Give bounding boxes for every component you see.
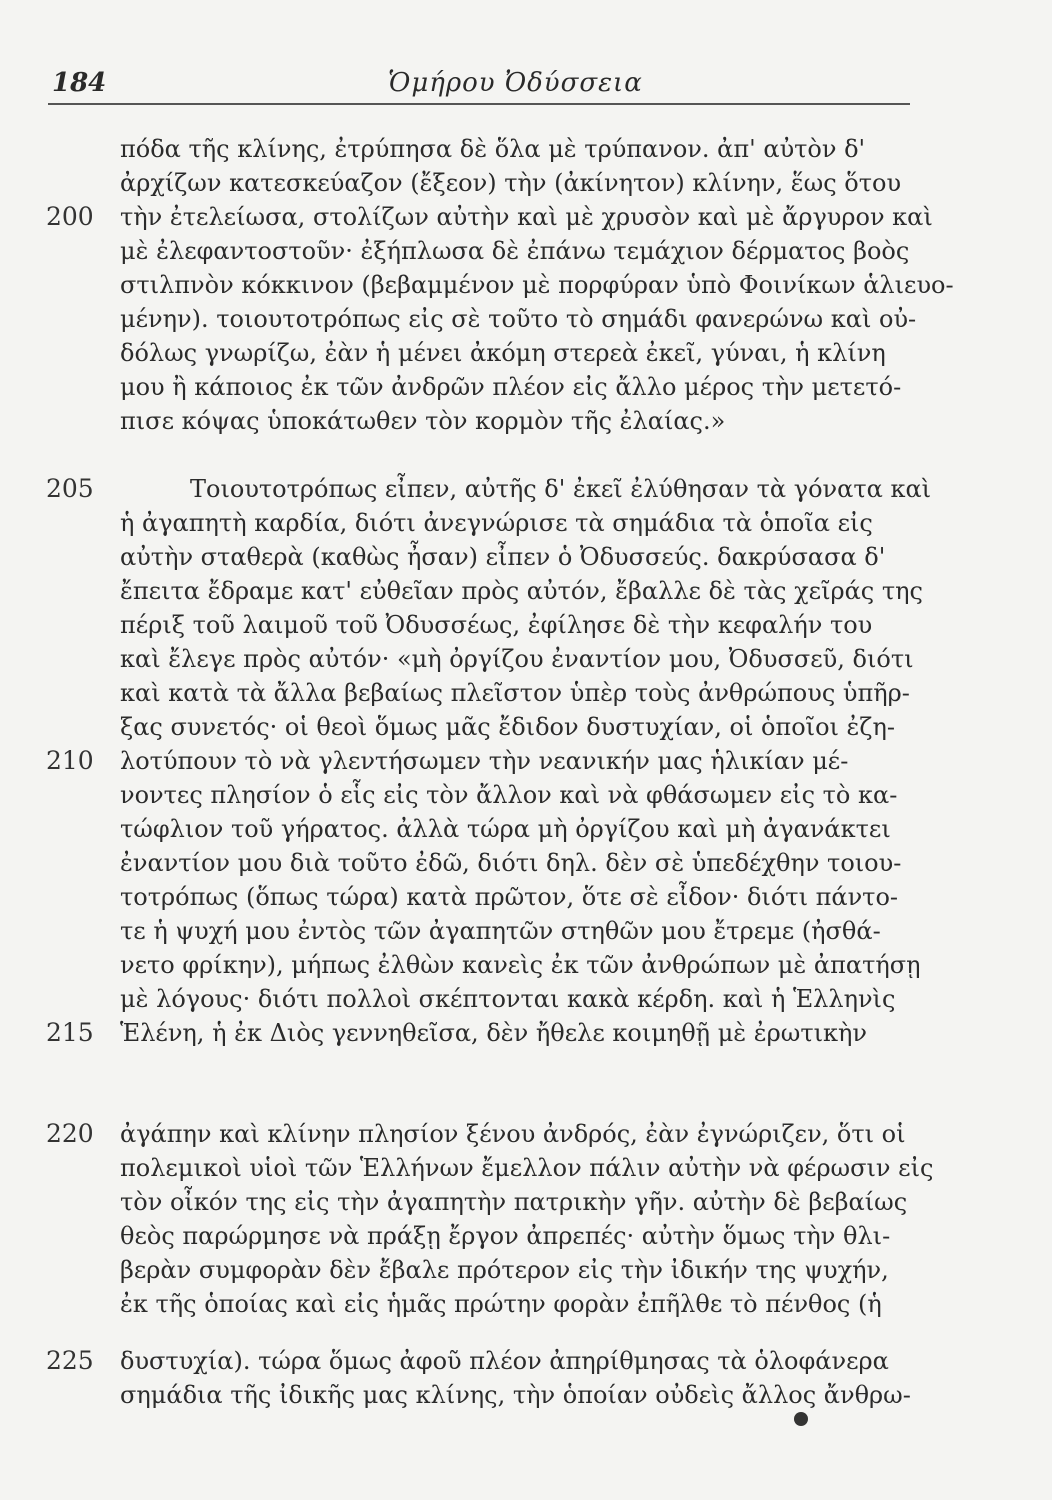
header-rule — [48, 103, 910, 105]
text-line: Τοιουτοτρόπως εἶπεν, αὐτῆς δ' ἐκεῖ ἐλύθησαν τὰ γόνατα καὶ — [190, 475, 932, 503]
text-line: στιλπνὸν κόκκινον (βεβαμμένον μὲ πορφύραν ὑπὸ Φοινίκων ἁλιευο- — [120, 271, 954, 299]
text-line: νοντες πλησίον ὁ εἷς εἰς τὸν ἄλλον καὶ νὰ φθάσωμεν εἰς τὸ κα- — [120, 781, 898, 809]
ink-dot — [794, 1412, 808, 1426]
text-line: λοτύπουν τὸ νὰ γλεντήσωμεν τὴν νεανικήν μας ἡλικίαν μέ- — [120, 747, 849, 775]
text-line: τε ἡ ψυχή μου ἐντὸς τῶν ἀγαπητῶν στηθῶν μου ἔτρεμε (ἠσθά- — [120, 917, 881, 945]
text-line: μου ἢ κάποιος ἐκ τῶν ἀνδρῶν πλέον εἰς ἄλλο μέρος τὴν μετετό- — [120, 373, 902, 401]
running-title: Ὁμήρου Ὀδύσσεια — [388, 68, 643, 98]
line-number-200: 200 — [46, 202, 94, 231]
page-number: 184 — [52, 68, 107, 98]
text-line: ἐναντίον μου διὰ τοῦτο ἐδῶ, διότι δηλ. δὲν σὲ ὑπεδέχθην τοιου- — [120, 849, 902, 877]
text-line: αὐτὴν σταθερὰ (καθὼς ἦσαν) εἶπεν ὁ Ὀδυσσεύς. δακρύσασα δ' — [120, 543, 886, 571]
text-line: πισε κόψας ὑποκάτωθεν τὸν κορμὸν τῆς ἐλαίας.» — [120, 407, 726, 435]
text-line: θεὸς παρώρμησε νὰ πράξῃ ἔργον ἀπρεπές· αὐτὴν ὅμως τὴν θλι- — [120, 1222, 891, 1250]
text-line: τοτρόπως (ὅπως τώρα) κατὰ πρῶτον, ὅτε σὲ εἶδον· διότι πάντο- — [120, 883, 899, 911]
text-line: μὲ λόγους· διότι πολλοὶ σκέπτονται κακὰ κέρδη. καὶ ἡ Ἑλληνὶς — [120, 985, 896, 1013]
text-line: καὶ ἔλεγε πρὸς αὐτόν· «μὴ ὀργίζου ἐναντίον μου, Ὀδυσσεῦ, διότι — [120, 645, 914, 673]
text-line: ξας συνετός· οἱ θεοὶ ὅμως μᾶς ἔδιδον δυστυχίαν, οἱ ὁποῖοι ἐζη- — [120, 713, 895, 741]
text-line: δυστυχία). τώρα ὅμως ἀφοῦ πλέον ἀπηρίθμησας τὰ ὁλοφάνερα — [120, 1347, 889, 1375]
text-line: τὴν ἐτελείωσα, στολίζων αὐτὴν καὶ μὲ χρυσὸν καὶ μὲ ἄργυρον καὶ — [120, 203, 933, 231]
text-line: μένην). τοιουτοτρόπως εἰς σὲ τοῦτο τὸ σημάδι φανερώνω καὶ οὐ- — [120, 305, 917, 333]
line-number-225: 225 — [46, 1346, 94, 1375]
text-line: δόλως γνωρίζω, ἐὰν ἡ μένει ἀκόμη στερεὰ ἐκεῖ, γύναι, ἡ κλίνη — [120, 339, 886, 367]
text-line: Ἑλένη, ἡ ἐκ Διὸς γεννηθεῖσα, δὲν ἤθελε κοιμηθῇ μὲ ἐρωτικὴν — [120, 1019, 868, 1047]
text-line: σημάδια τῆς ἰδικῆς μας κλίνης, τὴν ὁποίαν οὐδεὶς ἄλλος ἄνθρω- — [120, 1381, 911, 1409]
text-line: ἔπειτα ἔδραμε κατ' εὐθεῖαν πρὸς αὐτόν, ἔβαλλε δὲ τὰς χεῖράς της — [120, 577, 923, 605]
text-line: βερὰν συμφορὰν δὲν ἔβαλε πρότερον εἰς τὴν ἰδικήν της ψυχήν, — [120, 1256, 889, 1284]
text-line: καὶ κατὰ τὰ ἄλλα βεβαίως πλεῖστον ὑπὲρ τοὺς ἀνθρώπους ὑπῆρ- — [120, 679, 910, 707]
text-line: νετο φρίκην), μήπως ἐλθὼν κανεὶς ἐκ τῶν ἀνθρώπων μὲ ἀπατήσῃ — [120, 951, 921, 979]
text-line: ἡ ἀγαπητὴ καρδία, διότι ἀνεγνώρισε τὰ σημάδια τὰ ὁποῖα εἰς — [120, 509, 873, 537]
text-line: πέριξ τοῦ λαιμοῦ τοῦ Ὀδυσσέως, ἐφίλησε δὲ τὴν κεφαλήν του — [120, 611, 873, 639]
line-number-215: 215 — [46, 1018, 94, 1047]
text-line: ἀρχίζων κατεσκεύαζον (ἔξεον) τὴν (ἀκίνητον) κλίνην, ἕως ὅτου — [120, 169, 902, 197]
text-line: τὸν οἶκόν της εἰς τὴν ἀγαπητὴν πατρικὴν γῆν. αὐτὴν δὲ βεβαίως — [120, 1188, 908, 1216]
page-header — [48, 68, 908, 108]
line-number-220: 220 — [46, 1119, 94, 1148]
text-line: πολεμικοὶ υἱοὶ τῶν Ἑλλήνων ἔμελλον πάλιν αὐτὴν νὰ φέρωσιν εἰς — [120, 1154, 934, 1182]
text-line: ἀγάπην καὶ κλίνην πλησίον ξένου ἀνδρός, ἐὰν ἐγνώριζεν, ὅτι οἱ — [120, 1120, 906, 1148]
line-number-205: 205 — [46, 474, 94, 503]
line-number-210: 210 — [46, 746, 94, 775]
text-line: πόδα τῆς κλίνης, ἐτρύπησα δὲ ὅλα μὲ τρύπανον. ἀπ' αὐτὸν δ' — [120, 135, 866, 163]
text-line: τώφλιον τοῦ γήρατος. ἀλλὰ τώρα μὴ ὀργίζου καὶ μὴ ἀγανάκτει — [120, 815, 891, 843]
text-line: μὲ ἐλεφαντοστοῦν· ἐξήπλωσα δὲ ἐπάνω τεμάχιον δέρματος βοὸς — [120, 237, 910, 265]
text-line: ἐκ τῆς ὁποίας καὶ εἰς ἡμᾶς πρώτην φορὰν ἐπῆλθε τὸ πένθος (ἡ — [120, 1290, 882, 1318]
